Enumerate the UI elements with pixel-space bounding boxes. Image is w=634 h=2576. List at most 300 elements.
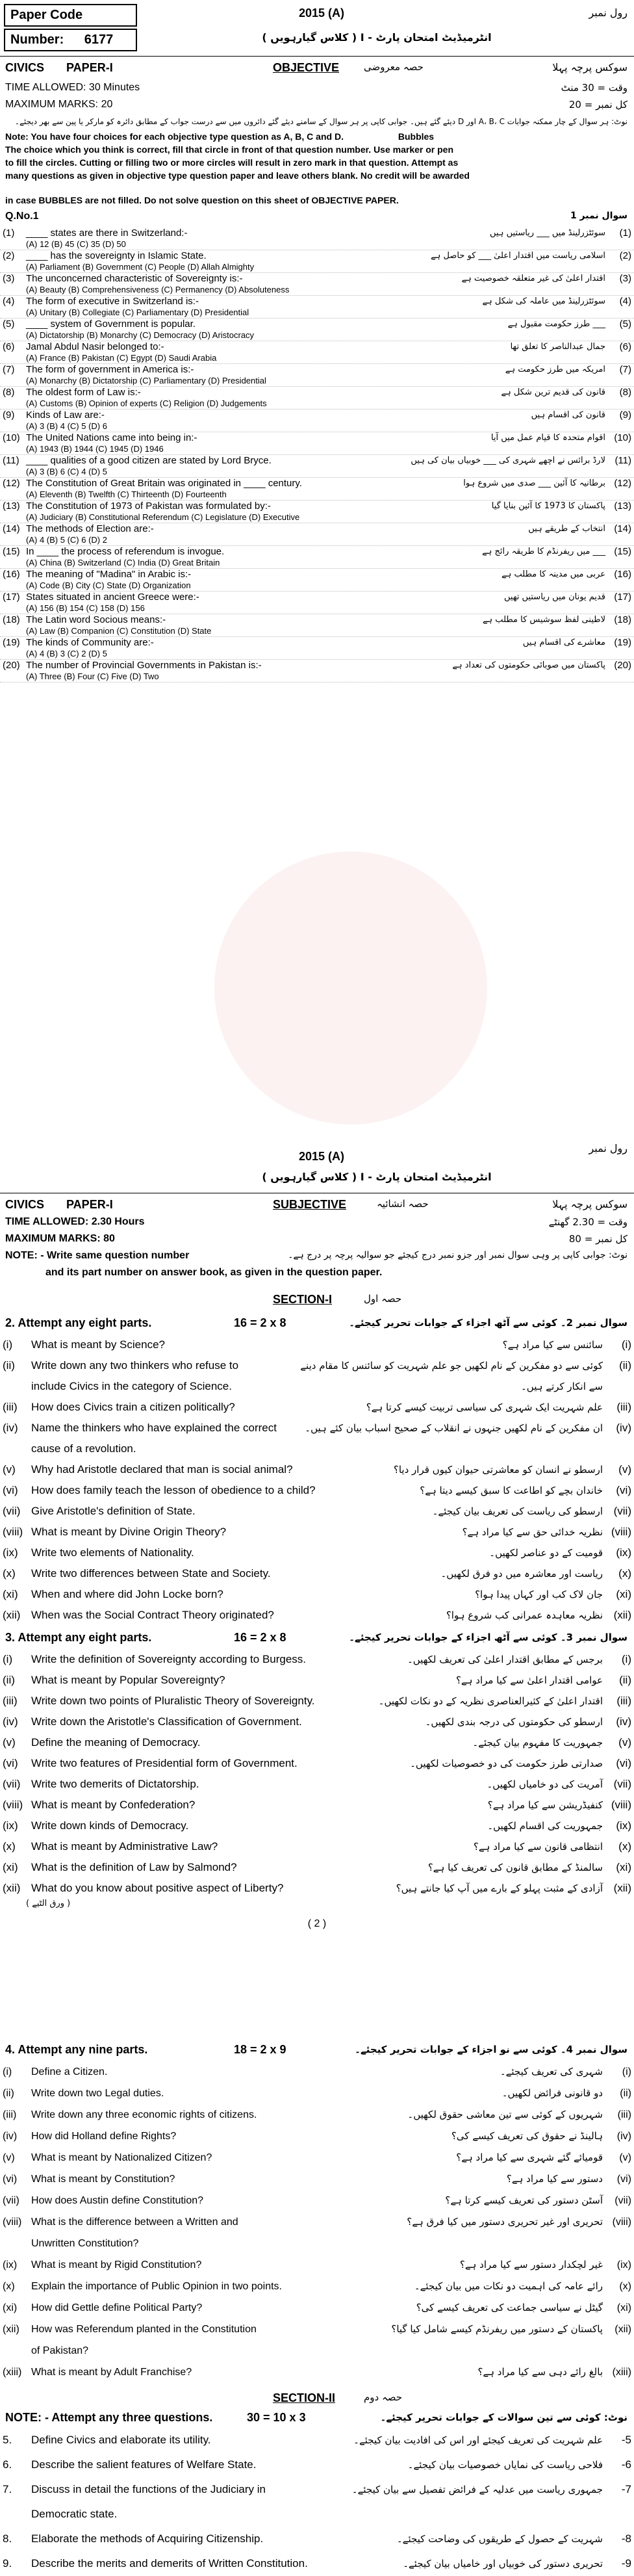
- question-text: The United Nations came into being in:-: [26, 432, 197, 443]
- part-number: (xii): [3, 1882, 21, 1894]
- part-text: Democratic state.: [31, 2508, 118, 2520]
- part-text: What is meant by Adult Franchise?: [31, 2367, 192, 2378]
- section1-title-ur: حصہ اول: [364, 1293, 402, 1305]
- part-number: 6.: [3, 2458, 12, 2471]
- question-options: (A) 1943 (B) 1944 (C) 1945 (D) 1946: [26, 444, 164, 454]
- question-options: (A) Monarchy (B) Dictatorship (C) Parliamentary (D) Presidential: [26, 376, 266, 385]
- part-text: Write the definition of Sovereignty according to Burgess.: [31, 1653, 307, 1665]
- question-options: (A) China (B) Switzerland (C) India (D) Great Britain: [26, 558, 220, 567]
- q4-header: 4. Attempt any nine parts. 18 = 2 x 9 سوال نمبر 4۔ کوئی سے نو اجزاء کے جوابات تحریر کیجئے۔: [5, 2043, 628, 2056]
- time-allowed-ur: وقت = 30 منٹ: [561, 82, 628, 94]
- question-part: [0, 1605, 634, 1626]
- part-text: Why had Aristotle declared that man is social animal?: [31, 1463, 293, 1476]
- question-text: Kinds of Law are:-: [26, 410, 105, 421]
- question-part: [0, 1563, 634, 1584]
- objective-question: [0, 478, 634, 501]
- question-text-ur: جمال عبدالناصر کا تعلق تھا: [510, 342, 605, 352]
- objective-question: [0, 501, 634, 523]
- part-number: (ix): [3, 1546, 18, 1559]
- exam-title-ur-2: انٹرمیڈیٹ امتحان پارٹ - I ( کلاس گیارہویں ): [262, 1171, 492, 1183]
- part-number: (vi): [3, 1484, 18, 1496]
- part-number-right: -9: [621, 2557, 631, 2569]
- part-number: (xi): [3, 1588, 18, 1600]
- part-number-right: (xi): [616, 1588, 631, 1600]
- subject-label: CIVICS PAPER-I: [5, 61, 113, 74]
- part-number: (v): [3, 1736, 16, 1749]
- part-text: What is meant by Nationalized Citizen?: [31, 2152, 212, 2163]
- part-text: Write two demerits of Dictatorship.: [31, 1778, 199, 1790]
- question-options: (A) 156 (B) 154 (C) 158 (D) 156: [26, 603, 145, 613]
- question-part: [0, 2211, 634, 2233]
- part-text: Write down two Legal duties.: [31, 2088, 164, 2099]
- question-number: (2): [3, 250, 15, 261]
- question-part: [0, 1649, 634, 1670]
- objective-question: [0, 273, 634, 296]
- part-text-ur: علم شہریت کی تعریف کیجئے اور اس کی افادیت بیان کیجئے۔: [353, 2434, 603, 2446]
- question-part: [0, 1355, 634, 1376]
- part-text-ur: جمہوریت کا مفہوم بیان کیجئے۔: [472, 1737, 603, 1749]
- question-number: (14): [3, 523, 20, 534]
- question-text-ur: پاکستان میں صوبائی حکومتوں کی تعداد ہے: [452, 660, 605, 670]
- question-options: (A) 4 (B) 3 (C) 2 (D) 5: [26, 649, 107, 658]
- section2-title: SECTION-II: [273, 2391, 336, 2404]
- q3-header: 3. Attempt any eight parts. 16 = 2 x 8 سوال نمبر 3۔ کوئی سے آٹھ اجزاء کے جوابات تحریر کیجئے۔: [5, 1631, 628, 1644]
- part-number: 7.: [3, 2483, 12, 2495]
- part-text: What is meant by Science?: [31, 1338, 165, 1351]
- question-part: [0, 2452, 634, 2477]
- question-number-right: (8): [619, 387, 631, 398]
- question-part: [0, 1795, 634, 1815]
- part-text: Write down kinds of Democracy.: [31, 1819, 189, 1832]
- question-options: (A) 4 (B) 5 (C) 6 (D) 2: [26, 535, 107, 545]
- part-number: (iii): [3, 2109, 17, 2120]
- part-number-right: (ii): [620, 2088, 631, 2099]
- part-number: (xiii): [3, 2367, 22, 2378]
- question-text: The Latin word Socious means:-: [26, 614, 166, 625]
- part-text: Explain the importance of Public Opinion in two points.: [31, 2281, 282, 2292]
- subject-title-ur-2: سوکس پرچہ پہلا: [552, 1198, 628, 1210]
- part-text-ur: تحریری دستور کی خوبیاں اور خامیاں بیان کیجئے۔: [403, 2558, 603, 2569]
- question-part: [0, 2551, 634, 2576]
- part-number-right: (vii): [615, 2195, 631, 2206]
- part-text-ur: صدارتی طرز حکومت کی دو خصوصیات لکھیں۔: [410, 1758, 603, 1769]
- part-text-ur: ریاست اور معاشرہ میں دو فرق لکھیں۔: [440, 1568, 603, 1580]
- part-text-ur: سے انکار کرتے ہیں۔: [520, 1381, 603, 1392]
- question-text-ur: برطانیہ کا آئین ___ صدی میں شروع ہوا: [463, 478, 605, 488]
- part-number-right: (ii): [619, 1674, 631, 1686]
- question-part: [0, 2502, 634, 2527]
- part-text: Write down two points of Pluralistic Theory of Sovereignty.: [31, 1695, 315, 1707]
- question-part: [0, 1480, 634, 1501]
- objective-question: [0, 455, 634, 478]
- objective-header: [0, 0, 634, 195]
- question-text: The unconcerned characteristic of Sovereignty is:-: [26, 273, 243, 284]
- part-text: Unwritten Constitution?: [31, 2238, 139, 2249]
- question-part: [0, 1774, 634, 1795]
- part-text-ur: بالغ رائے دہی سے کیا مراد ہے؟: [477, 2366, 603, 2378]
- max-marks-ur: کل نمبر = 20: [568, 99, 628, 111]
- question-number-right: (15): [614, 546, 631, 557]
- question-part: [0, 1334, 634, 1355]
- question-number: (15): [3, 546, 20, 557]
- exam-title-ur: انٹرمیڈیٹ امتحان پارٹ - I ( کلاس گیارہویں ): [262, 31, 492, 44]
- question-part: [0, 2340, 634, 2361]
- subjective-note-2: and its part number on answer book, as given in the question paper.: [45, 1267, 383, 1278]
- question-part: [0, 2104, 634, 2126]
- part-text: When and where did John Locke born?: [31, 1588, 223, 1600]
- part-text-ur: کنفیڈریشن سے کیا مراد ہے؟: [487, 1799, 603, 1811]
- question-number: (16): [3, 569, 20, 580]
- part-number-right: (i): [621, 1338, 631, 1351]
- question-text-ur: ___ طرز حکومت مقبول ہے: [507, 319, 605, 329]
- question-number-right: (10): [614, 432, 631, 443]
- part-number-right: -7: [621, 2483, 631, 2495]
- part-number: (ii): [3, 1359, 15, 1372]
- question-text: The meaning of "Madina" in Arabic is:-: [26, 569, 192, 580]
- question-text-ur: معاشرے کی اقسام ہیں: [522, 638, 605, 647]
- part-number-right: (ii): [619, 1359, 631, 1372]
- question-number: (11): [3, 455, 19, 466]
- question-number: (19): [3, 637, 20, 648]
- part-number-right: (i): [621, 1653, 631, 1665]
- question-text-ur: قانون کی اقسام ہیں: [531, 410, 605, 420]
- question-text: ____ has the sovereignty in Islamic State.: [26, 250, 207, 261]
- part-text: Define a Citizen.: [31, 2066, 108, 2077]
- objective-question: [0, 319, 634, 341]
- part-number: (iv): [3, 2131, 18, 2142]
- question-part: [0, 1584, 634, 1605]
- question-text: The form of executive in Switzerland is:-: [26, 296, 199, 307]
- part-text: Discuss in detail the functions of the Judiciary in: [31, 2483, 266, 2495]
- part-number: (vi): [3, 1757, 18, 1769]
- part-text: Elaborate the methods of Acquiring Citizenship.: [31, 2532, 264, 2545]
- part-text: Name the thinkers who have explained the correct: [31, 1422, 277, 1434]
- question-number: (8): [3, 387, 15, 398]
- part-number: (xii): [3, 1609, 21, 1621]
- part-number-right: (vii): [613, 1778, 631, 1790]
- question-number-right: (7): [619, 364, 631, 375]
- objective-question-list: [0, 228, 634, 683]
- part-text-ur: ہالینڈ نے حقوق کی تعریف کیسے کی؟: [451, 2130, 603, 2142]
- paper-code-box: [4, 4, 137, 27]
- part-number-right: -8: [621, 2532, 631, 2545]
- part-text-ur: اقتدار اعلیٰ کے کثیرالعناصری نظریہ کے دو نکات لکھیں۔: [378, 1695, 603, 1707]
- question-text-ur: لاطینی لفظ سوشیس کا مطلب ہے: [482, 615, 605, 625]
- question-part: [0, 2477, 634, 2502]
- part-number: (iii): [3, 1695, 18, 1707]
- question-text-ur: قانون کی قدیم ترین شکل ہے: [501, 387, 605, 397]
- question-number-right: (17): [614, 592, 631, 603]
- part-text-ur: تحریری اور غیر تحریری دستور میں کیا فرق ہے؟: [407, 2216, 603, 2228]
- part-text: How does Civics train a citizen politically?: [31, 1401, 235, 1413]
- question-part: [0, 1711, 634, 1732]
- max-marks: MAXIMUM MARKS: 20: [5, 99, 113, 110]
- objective-question: [0, 250, 634, 273]
- question-number-right: (3): [619, 273, 631, 284]
- question-part: [0, 1878, 634, 1899]
- paper-code-label: Paper Code: [10, 8, 83, 22]
- part-number: (vii): [3, 2195, 19, 2206]
- part-text: How does family teach the lesson of obedience to a child?: [31, 1484, 316, 1496]
- question-number: (6): [3, 341, 15, 352]
- part-text: What is meant by Confederation?: [31, 1799, 196, 1811]
- question-number: (17): [3, 592, 20, 603]
- time-allowed-ur-2: وقت = 2.30 گھنٹے: [548, 1216, 628, 1228]
- part-text: How did Gettle define Political Party?: [31, 2302, 203, 2313]
- part-text: Write two features of Presidential form of Government.: [31, 1757, 298, 1769]
- part-text: Write down any two thinkers who refuse to: [31, 1359, 239, 1372]
- objective-question: [0, 410, 634, 432]
- question-options: (A) Law (B) Companion (C) Constitution (D) State: [26, 626, 212, 636]
- part-text-ur: دستور سے کیا مراد ہے؟: [506, 2173, 603, 2185]
- question-part: [0, 1815, 634, 1836]
- part-text: Give Aristotle's definition of State.: [31, 1505, 196, 1517]
- part-text: include Civics in the category of Science.: [31, 1380, 232, 1392]
- part-number-right: (viii): [611, 1526, 631, 1538]
- part-number-right: (v): [618, 1736, 631, 1749]
- question-text-ur: پاکستان کا 1973 کا آئین بنایا گیا: [491, 501, 605, 511]
- subjective-note: NOTE: - Write same question number: [5, 1250, 190, 1261]
- part-number-right: (vi): [616, 1757, 631, 1769]
- section-two: [0, 2389, 634, 2569]
- part-number: (ii): [3, 2088, 14, 2099]
- part-text: How does Austin define Constitution?: [31, 2195, 204, 2206]
- question-number-right: (14): [614, 523, 631, 534]
- bubbles-label: Bubbles: [398, 131, 435, 142]
- part-text: What is meant by Administrative Law?: [31, 1840, 218, 1853]
- q2-header: 2. Attempt any eight parts. 16 = 2 x 8 سوال نمبر 2۔ کوئی سے آٹھ اجزاء کے جوابات تحریر کیجئے۔: [5, 1316, 628, 1329]
- question-part: [0, 2083, 634, 2104]
- question-number-right: (19): [614, 637, 631, 648]
- question-text-ur: سوئٹزرلینڈ میں ___ ریاستیں ہیں: [490, 228, 605, 238]
- subjective-header: [0, 1141, 634, 1290]
- part-number-right: (xii): [613, 1609, 631, 1621]
- question-text: States situated in ancient Greece were:-: [26, 592, 199, 603]
- objective-question: [0, 614, 634, 637]
- part-text-ur: جمہوری ریاست میں عدلیہ کے فرائض تفصیل سے بیان کیجئے۔: [351, 2484, 603, 2495]
- question-text-ur: لارڈ برائس نے اچھے شہری کی ___ خوبیاں بیان کی ہیں: [411, 456, 605, 465]
- part-number: (vi): [3, 2174, 18, 2185]
- question-options: (A) Three (B) Four (C) Five (D) Two: [26, 671, 159, 681]
- part-text-ur: انتظامی قانون سے کیا مراد ہے؟: [473, 1841, 603, 1853]
- part-text-ur: کوئی سے دو مفکرین کے نام لکھیں جو علم شہریت کو سائنس کا مقام دینے: [300, 1360, 603, 1372]
- question-number: (5): [3, 319, 15, 330]
- question-part: [0, 2428, 634, 2452]
- part-number-right: (ix): [616, 2259, 631, 2270]
- question-options: (A) Unitary (B) Collegiate (C) Parliamentary (D) Presidential: [26, 307, 249, 317]
- part-text-ur: قومیائے گئے شہری سے کیا مراد ہے؟: [456, 2152, 603, 2163]
- question-part: [0, 1857, 634, 1878]
- part-number: (x): [3, 2281, 15, 2292]
- question-number: (10): [3, 432, 20, 443]
- question-part: [0, 2319, 634, 2340]
- question-part: [0, 2147, 634, 2168]
- part-number-right: (xii): [613, 1882, 631, 1894]
- question-text-ur: اسلامی ریاست میں اقتدار اعلیٰ ___ کو حاصل ہے: [431, 251, 605, 261]
- question-options: (A) Customs (B) Opinion of experts (C) Religion (D) Judgements: [26, 398, 267, 408]
- part-number-right: (i): [622, 2066, 631, 2077]
- question-text: Jamal Abdul Nasir belonged to:-: [26, 341, 164, 352]
- question-part: [0, 2254, 634, 2276]
- question-part: [0, 1732, 634, 1753]
- question-number-right: (2): [619, 250, 631, 261]
- question-part: [0, 2061, 634, 2083]
- part-number-right: (xiii): [612, 2367, 631, 2378]
- question-text: ____ states are there in Switzerland:-: [26, 228, 188, 239]
- part-text: How was Referendum planted in the Constitution: [31, 2324, 257, 2335]
- question-part: [0, 2233, 634, 2254]
- long-question-list: [0, 2428, 634, 2576]
- part-text-ur: ارسطو کی ریاست کی تعریف بیان کیجئے۔: [432, 1505, 603, 1517]
- section-title: OBJECTIVE: [273, 61, 340, 74]
- question-part: [0, 1418, 634, 1438]
- part-text-ur: آسٹن دستور کی تعریف کیسے کرتا ہے؟: [445, 2194, 603, 2206]
- question-options: (A) 3 (B) 4 (C) 5 (D) 6: [26, 421, 107, 431]
- turn-over-ur: ( ورق الٹیے ): [26, 1899, 71, 1908]
- part-text: Define Civics and elaborate its utility.: [31, 2434, 211, 2446]
- question-text: The number of Provincial Governments in Pakistan is:-: [26, 660, 262, 671]
- question-number: (12): [3, 478, 20, 489]
- part-text-ur: قومیت کے دو عناصر لکھیں۔: [489, 1547, 603, 1559]
- question-part: [0, 1459, 634, 1480]
- question-text: ____ system of Government is popular.: [26, 319, 196, 330]
- part-number-right: (iii): [616, 1401, 631, 1413]
- part-number: (ix): [3, 1819, 18, 1832]
- objective-question: [0, 569, 634, 592]
- part-text: When was the Social Contract Theory originated?: [31, 1609, 274, 1621]
- part-number: (v): [3, 1463, 16, 1476]
- objective-question: [0, 523, 634, 546]
- question-text-ur: اقوام متحدہ کا قیام عمل میں آیا: [490, 433, 605, 443]
- question-text: The kinds of Community are:-: [26, 637, 154, 648]
- question-options: (A) 12 (B) 45 (C) 35 (D) 50: [26, 239, 126, 249]
- part-text-ur: علم شہریت ایک شہری کی سیاسی تربیت کیسے کرتا ہے؟: [366, 1401, 603, 1413]
- part-number: (xii): [3, 2324, 19, 2335]
- question-number: (3): [3, 273, 15, 284]
- objective-question: [0, 546, 634, 569]
- part-number: (vii): [3, 1778, 21, 1790]
- part-number-right: (iii): [617, 2109, 631, 2120]
- part-number-right: (x): [619, 2281, 631, 2292]
- part-text: What do you know about positive aspect of Liberty?: [31, 1882, 284, 1894]
- part-text-ur: شہری کی تعریف کیجئے۔: [500, 2066, 603, 2077]
- part-text-ur: نظریہ خدائی حق سے کیا مراد ہے؟: [462, 1526, 603, 1538]
- objective-question: [0, 228, 634, 250]
- part-number: (viii): [3, 1799, 23, 1811]
- part-number: (i): [3, 2066, 12, 2077]
- question-part: [0, 1438, 634, 1459]
- part-text-ur: آمریت کی دو خامیاں لکھیں۔: [487, 1778, 603, 1790]
- question-text-ur: اقتدار اعلیٰ کی غیر متعلقہ خصوصیت ہے: [461, 274, 605, 283]
- part-number: (viii): [3, 2217, 22, 2228]
- objective-question: [0, 432, 634, 455]
- question-options: (A) Code (B) City (C) State (D) Organization: [26, 580, 191, 590]
- part-number-right: (vi): [616, 2174, 631, 2185]
- part-number: (vii): [3, 1505, 21, 1517]
- section-one: [0, 1290, 634, 2038]
- question-text: The oldest form of Law is:-: [26, 387, 141, 398]
- section2-note: NOTE: - Attempt any three questions. 30 = 10 x 3 نوٹ: کوئی سے تین سوالات کے جوابات تحریر کیجئے۔: [5, 2411, 628, 2424]
- part-number-right: -5: [621, 2434, 631, 2446]
- question-part: [0, 1542, 634, 1563]
- part-number-right: -6: [621, 2458, 631, 2471]
- question-number-right: (13): [614, 501, 631, 512]
- question-text-ur: انتخاب کے طریقے ہیں: [528, 524, 605, 534]
- question-part: [0, 1836, 634, 1857]
- part-text-ur: عوامی اقتدار اعلیٰ سے کیا مراد ہے؟: [455, 1674, 603, 1686]
- part-text: Write two differences between State and Society.: [31, 1567, 271, 1580]
- part-text: of Pakistan?: [31, 2345, 89, 2356]
- part-number: (i): [3, 1653, 13, 1665]
- question-text: ____ qualities of a good citizen are stated by Lord Bryce.: [26, 455, 272, 466]
- part-number: (iii): [3, 1401, 18, 1413]
- part-number: (ix): [3, 2259, 18, 2270]
- objective-question: [0, 341, 634, 364]
- question-options: (A) France (B) Pakistan (C) Egypt (D) Saudi Arabia: [26, 353, 217, 363]
- part-text-ur: سائنس سے کیا مراد ہے؟: [502, 1339, 603, 1351]
- objective-question: [0, 364, 634, 387]
- section2-title-ur: حصہ دوم: [364, 2391, 403, 2403]
- question-number: (18): [3, 614, 20, 625]
- question-number-right: (16): [614, 569, 631, 580]
- part-number: 9.: [3, 2557, 12, 2569]
- question-text-ur: ___ میں ریفرنڈم کا طریقہ رائج ہے: [482, 547, 605, 556]
- part-number-right: (x): [618, 1840, 631, 1853]
- question-text: In ____ the process of referendum is invogue.: [26, 546, 225, 557]
- part-text-ur: فلاحی ریاست کی نمایاں خصوصیات بیان کیجئے۔: [407, 2459, 603, 2471]
- objective-question: [0, 387, 634, 410]
- part-text: What is meant by Popular Sovereignty?: [31, 1674, 225, 1686]
- number-box: [4, 29, 137, 51]
- part-number: (iv): [3, 1715, 18, 1728]
- question-number-right: (5): [619, 319, 631, 330]
- question-options: (A) Parliament (B) Government (C) People (D) Allah Almighty: [26, 262, 255, 272]
- part-number: 8.: [3, 2532, 12, 2545]
- q4-section: [0, 2038, 634, 2389]
- question-options: (A) 3 (B) 6 (C) 4 (D) 5: [26, 467, 107, 476]
- part-number-right: (iv): [616, 1715, 631, 1728]
- part-number: (xi): [3, 2302, 18, 2313]
- objective-question: [0, 637, 634, 660]
- part-text-ur: شہریت کے حصول کے طریقوں کی وضاحت کیجئے۔: [396, 2533, 603, 2545]
- note-ur: نوٹ: ہر سوال کے چار ممکنہ جوابات A، B، C اور D دیئے گئے ہیں۔ جوابی کاپی پر ہر سوال کے سامنے دیئے گئے دائروں میں سے درست جواب کے مطابق دائرہ کو مارکر یا پین سے بھر دیجئے۔: [14, 117, 628, 126]
- question-text-ur: عربی میں مدینہ کا مطلب ہے: [501, 569, 605, 579]
- part-number: (ii): [3, 1674, 15, 1686]
- time-allowed-2: TIME ALLOWED: 2.30 Hours: [5, 1216, 145, 1227]
- question-part: [0, 2168, 634, 2190]
- part-text-ur: دو قانونی فرائض لکھیں۔: [501, 2087, 603, 2099]
- question-options: (A) Dictatorship (B) Monarchy (C) Democracy (D) Aristocracy: [26, 330, 255, 340]
- question-part: [0, 2276, 634, 2297]
- subject-label-2: CIVICS PAPER-I: [5, 1198, 113, 1211]
- part-text-ur: ارسطو نے انسان کو معاشرتی حیوان کیوں قرار دیا؟: [393, 1464, 603, 1476]
- subjective-note-ur: نوٹ: جوابی کاپی پر وہی سوال نمبر اور جزو نمبر درج کیجئے جو سوالیہ پرچہ پر درج ہے۔: [288, 1250, 628, 1260]
- question-part: [0, 1753, 634, 1774]
- part-text-ur: رائے عامہ کی اہمیت دو نکات میں بیان کیجئے۔: [414, 2280, 603, 2292]
- q1-label: Q.No.1: [5, 211, 39, 222]
- number-value: 6177: [84, 33, 114, 47]
- part-number-right: (x): [618, 1567, 631, 1580]
- time-allowed: TIME ALLOWED: 30 Minutes: [5, 82, 140, 93]
- roll-number-label: رول نمبر: [589, 7, 628, 19]
- max-marks-2: MAXIMUM MARKS: 80: [5, 1233, 115, 1244]
- question-text: The methods of Election are:-: [26, 523, 154, 534]
- part-number-right: (xi): [616, 2302, 631, 2313]
- question-part: [0, 1397, 634, 1418]
- number-label: Number:: [10, 33, 64, 47]
- part-text-ur: ارسطو کی حکومتوں کی درجہ بندی لکھیں۔: [425, 1716, 603, 1728]
- part-text-ur: گیٹل نے سیاسی جماعت کی تعریف کیسے کی؟: [416, 2302, 603, 2313]
